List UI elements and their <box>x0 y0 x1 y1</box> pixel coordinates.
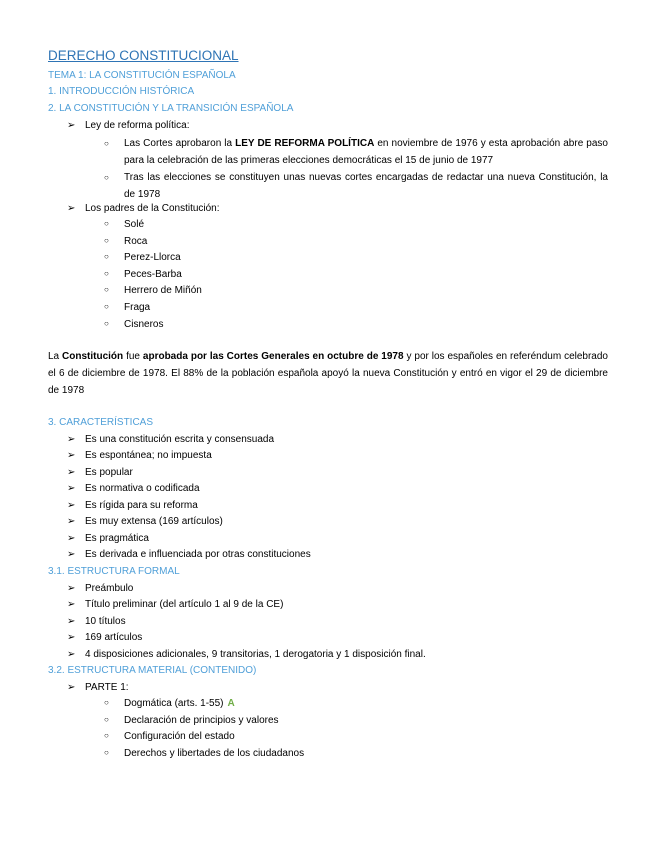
arrow-bullet-icon: ➢ <box>67 450 76 461</box>
list-item-parte-1 <box>67 682 129 693</box>
bold-run: Constitución <box>62 351 124 362</box>
padre-name: Cisneros <box>124 319 164 330</box>
section-3-heading: 3. CARACTERÍSTICAS <box>48 417 154 428</box>
list-item-ley-reforma <box>67 120 190 131</box>
arrow-bullet-icon: ➢ <box>67 467 76 478</box>
list-item-label: Es popular <box>85 467 133 478</box>
padre-item <box>104 302 150 313</box>
padre-item <box>104 252 181 263</box>
circle-bullet-icon: ○ <box>104 285 109 294</box>
padre-name: Fraga <box>124 302 151 313</box>
arrow-bullet-icon: ➢ <box>67 203 76 214</box>
padre-name: Roca <box>124 236 148 247</box>
formal-item <box>67 649 426 660</box>
padre-name: Herrero de Miñón <box>124 285 202 296</box>
caracteristica-item <box>67 549 311 560</box>
circle-bullet-icon: ○ <box>104 302 109 311</box>
circle-bullet-icon: ○ <box>104 319 109 328</box>
bold-run: aprobada por las Cortes Generales en octubre de 1978 <box>142 351 404 362</box>
padre-item <box>104 219 144 230</box>
arrow-bullet-icon: ➢ <box>67 599 76 610</box>
list-item-label: Es muy extensa (169 artículos) <box>85 516 223 527</box>
circle-bullet-icon: ○ <box>104 236 109 245</box>
caracteristica-item <box>67 450 212 461</box>
circle-bullet-icon: ○ <box>104 731 109 740</box>
caracteristica-item <box>67 467 133 478</box>
section-3-1-heading: 3.1. ESTRUCTURA FORMAL <box>48 566 180 577</box>
list-item-label: 169 artículos <box>85 632 143 643</box>
material-item-label: Derechos y libertades de los ciudadanos <box>124 748 305 759</box>
section-3-2-heading: 3.2. ESTRUCTURA MATERIAL (CONTENIDO) <box>48 665 257 676</box>
arrow-bullet-icon: ➢ <box>67 500 76 511</box>
padre-item <box>104 236 147 247</box>
arrow-bullet-icon: ➢ <box>67 516 76 527</box>
formal-item <box>67 599 283 610</box>
arrow-bullet-icon: ➢ <box>67 616 76 627</box>
circle-bullet-icon: ○ <box>104 698 109 707</box>
document-title: DERECHO CONSTITUCIONAL <box>48 48 239 63</box>
material-item-label: Configuración del estado <box>124 731 235 742</box>
arrow-bullet-icon: ➢ <box>67 434 76 445</box>
formal-item <box>67 583 133 594</box>
caracteristica-item <box>67 516 223 527</box>
caracteristica-item <box>67 434 274 445</box>
arrow-bullet-icon: ➢ <box>67 649 76 660</box>
padre-name: Peces-Barba <box>124 269 182 280</box>
caracteristica-item <box>67 483 200 494</box>
arrow-bullet-icon: ➢ <box>67 682 76 693</box>
material-item <box>104 715 279 726</box>
padre-item <box>104 319 163 330</box>
text-run: y por los españoles en referéndum celebrado el 6 de diciembre de 1978. El 88% de la población española apoyó la nueva Constitución y entró en vigor el 29 de diciembre de 1978 <box>48 351 608 396</box>
padre-item <box>104 269 182 280</box>
list-item-label: Es normativa o codificada <box>85 483 200 494</box>
arrow-bullet-icon: ➢ <box>67 483 76 494</box>
list-item-label: Ley de reforma política: <box>85 120 190 131</box>
arrow-bullet-icon: ➢ <box>67 632 76 643</box>
material-item <box>104 748 304 759</box>
formal-item <box>67 632 142 643</box>
padre-name: Solé <box>124 219 145 230</box>
text-run: La <box>48 351 63 362</box>
caracteristica-item <box>67 533 149 544</box>
list-item-label: Es derivada e influenciada por otras constituciones <box>85 549 311 560</box>
list-item-label: Es rígida para su reforma <box>85 500 198 511</box>
padre-item <box>104 285 202 296</box>
circle-bullet-icon: ○ <box>104 715 109 724</box>
material-item-label: Dogmática (arts. 1-55) <box>124 698 224 709</box>
ley-subitem-1 <box>104 135 608 169</box>
arrow-bullet-icon: ➢ <box>67 549 76 560</box>
list-item-label: Los padres de la Constitución: <box>85 203 220 214</box>
tema-heading: TEMA 1: LA CONSTITUCIÓN ESPAÑOLA <box>48 70 236 81</box>
list-item-label: Es pragmática <box>85 533 149 544</box>
material-item <box>104 698 235 709</box>
circle-bullet-icon: ○ <box>104 219 109 228</box>
arrow-bullet-icon: ➢ <box>67 583 76 594</box>
text-run: fue <box>123 351 143 362</box>
material-item-label: Declaración de principios y valores <box>124 715 279 726</box>
circle-bullet-icon: ○ <box>104 269 109 278</box>
ley-reforma-bold: LEY DE REFORMA POLÍTICA <box>235 138 375 149</box>
arrow-bullet-icon: ➢ <box>67 120 76 131</box>
ley-subitem-2 <box>104 169 608 203</box>
section-1-heading: 1. INTRODUCCIÓN HISTÓRICA <box>48 86 195 97</box>
list-item-label: Preámbulo <box>85 583 134 594</box>
section-2-heading: 2. LA CONSTITUCIÓN Y LA TRANSICIÓN ESPAÑOLA <box>48 103 294 114</box>
circle-bullet-icon: ○ <box>104 139 109 148</box>
material-item <box>104 731 235 742</box>
arrow-bullet-icon: ➢ <box>67 533 76 544</box>
text-run: Las Cortes aprobaron la <box>124 138 236 149</box>
padre-name: Perez-Llorca <box>124 252 181 263</box>
annotation-a: A <box>227 698 235 709</box>
formal-item <box>67 616 126 627</box>
list-item-padres <box>67 203 220 214</box>
text-run: en noviembre de 1976 y esta aprobación abre paso para la celebración de las primeras elecciones democráticas el 15 de junio de 1977 <box>124 138 608 166</box>
list-item-label: PARTE 1: <box>85 682 129 693</box>
list-item-label: Es una constitución escrita y consensuada <box>85 434 274 445</box>
list-item-label: 4 disposiciones adicionales, 9 transitorias, 1 derogatoria y 1 disposición final. <box>85 649 426 660</box>
text-run: Tras las elecciones se constituyen unas nuevas cortes encargadas de redactar una nueva Constitución, la de 1978 <box>124 172 608 200</box>
list-item-label: Título preliminar (del artículo 1 al 9 de la CE) <box>85 599 284 610</box>
circle-bullet-icon: ○ <box>104 173 109 182</box>
circle-bullet-icon: ○ <box>104 252 109 261</box>
list-item-label: 10 títulos <box>85 616 126 627</box>
list-item-label: Es espontánea; no impuesta <box>85 450 212 461</box>
circle-bullet-icon: ○ <box>104 748 109 757</box>
caracteristica-item <box>67 500 198 511</box>
constitucion-paragraph <box>48 348 608 399</box>
